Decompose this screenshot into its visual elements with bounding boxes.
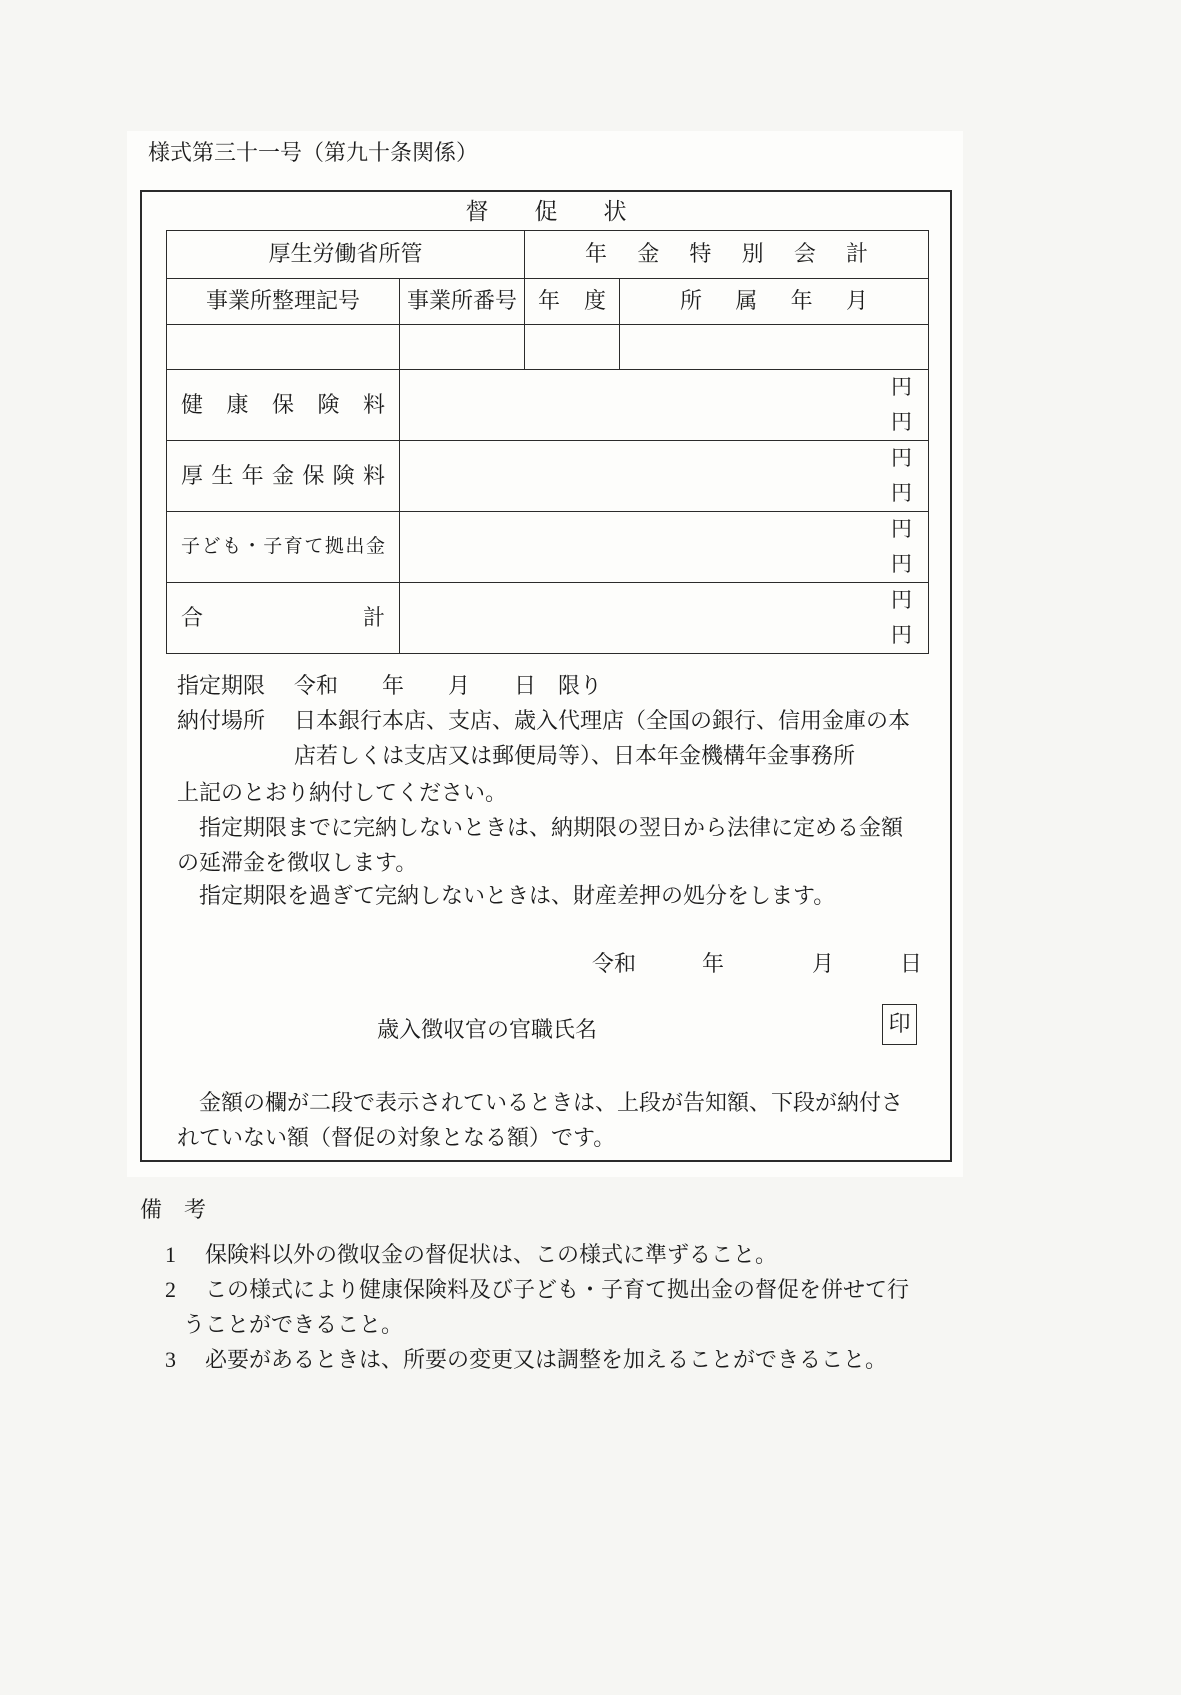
seizure-paragraph: 指定期限を過ぎて完納しないときは、財産差押の処分をします。 xyxy=(199,883,836,908)
office-code-header: 事業所整理記号 xyxy=(167,279,400,325)
fiscal-year-entry-cell xyxy=(525,325,620,370)
yen-unit: 円 xyxy=(891,623,913,647)
deadline-label: 指定期限 xyxy=(177,673,266,698)
remark-item-2 xyxy=(165,1272,950,1342)
remark-item-3 xyxy=(165,1342,950,1377)
yen-unit: 円 xyxy=(891,446,913,470)
remarks-section xyxy=(140,1192,950,1377)
remark-item-1 xyxy=(165,1237,950,1272)
remarks-list xyxy=(165,1237,950,1377)
table-entry-row xyxy=(167,325,929,370)
seal-stamp-box xyxy=(882,1004,917,1045)
remark-number: 1 xyxy=(165,1242,176,1267)
office-code-entry-cell xyxy=(167,325,400,370)
child-contribution-row xyxy=(167,512,929,583)
deadline-line xyxy=(177,668,602,703)
amount-upper-line xyxy=(400,583,928,618)
seal-character: 印 xyxy=(888,1011,911,1037)
amount-lower-line xyxy=(400,405,928,440)
late-fee-paragraph: 指定期限までに完納しないときは、納期限の翌日から法律に定める金額の延滞金を徴収します。 xyxy=(177,815,904,875)
form-border-box xyxy=(140,190,952,1162)
remark-text: この様式により健康保険料及び子ども・子育て拠出金の督促を併せて行うことができること。 xyxy=(183,1277,910,1337)
total-amount-cell xyxy=(400,583,929,654)
two-row-amount-note: 金額の欄が二段で表示されているときは、上段が告知額、下段が納付されていない額（督促の対象となる額）です。 xyxy=(177,1090,904,1150)
remark-text: 保険料以外の徴収金の督促状は、この様式に準ずること。 xyxy=(205,1242,778,1267)
remark-number: 3 xyxy=(165,1347,176,1372)
health-insurance-row xyxy=(167,370,929,441)
table-header-row-2 xyxy=(167,279,929,325)
pension-insurance-label: 厚生年金保険料 xyxy=(167,441,400,512)
health-insurance-amount-cell xyxy=(400,370,929,441)
form-table xyxy=(166,230,929,654)
deadline-value: 令和 年 月 日 限り xyxy=(294,673,603,698)
payment-place-label: 納付場所 xyxy=(177,708,266,733)
amount-upper-line xyxy=(400,512,928,547)
fiscal-year-header: 年度 xyxy=(525,279,620,325)
total-label: 合計 xyxy=(167,583,400,654)
child-contribution-amount-cell xyxy=(400,512,929,583)
amount-lower-line xyxy=(400,476,928,511)
belonging-month-entry-cell xyxy=(620,325,929,370)
pension-insurance-row xyxy=(167,441,929,512)
account-title-cell: 年金特別会計 xyxy=(525,231,929,279)
office-number-entry-cell xyxy=(400,325,525,370)
child-contribution-label: 子ども・子育て拠出金 xyxy=(167,512,400,583)
form-title-text: 督促状 xyxy=(465,199,673,224)
remarks-title: 備考 xyxy=(140,1197,229,1222)
form-number: 様式第三十一号（第九十条関係） xyxy=(148,140,479,165)
office-number-header: 事業所番号 xyxy=(400,279,525,325)
yen-unit: 円 xyxy=(891,552,913,576)
remark-text: 必要があるときは、所要の変更又は調整を加えることができること。 xyxy=(205,1347,888,1372)
payment-instruction: 上記のとおり納付してください。 xyxy=(177,780,508,805)
jurisdiction-cell: 厚生労働省所管 xyxy=(167,231,525,279)
amount-upper-line xyxy=(400,370,928,405)
yen-unit: 円 xyxy=(891,410,913,434)
total-row xyxy=(167,583,929,654)
yen-unit: 円 xyxy=(891,481,913,505)
yen-unit: 円 xyxy=(891,588,913,612)
table-header-row-1 xyxy=(167,231,929,279)
amount-lower-line xyxy=(400,547,928,582)
yen-unit: 円 xyxy=(891,517,913,541)
collection-officer-line: 歳入徴収官の官職氏名 xyxy=(377,1017,598,1042)
remark-number: 2 xyxy=(165,1277,176,1302)
amount-lower-line xyxy=(400,618,928,653)
form-title xyxy=(142,198,950,226)
amount-upper-line xyxy=(400,441,928,476)
yen-unit: 円 xyxy=(891,375,913,399)
health-insurance-label: 健康保険料 xyxy=(167,370,400,441)
payment-place-line xyxy=(177,703,919,773)
belonging-month-header: 所属年月 xyxy=(620,279,929,325)
issue-date-line: 令和 年 月 日 xyxy=(592,951,923,976)
payment-place-value: 日本銀行本店、支店、歳入代理店（全国の銀行、信用金庫の本店若しくは支店又は郵便局等）、日本年金機構年金事務所 xyxy=(294,708,911,768)
pension-insurance-amount-cell xyxy=(400,441,929,512)
